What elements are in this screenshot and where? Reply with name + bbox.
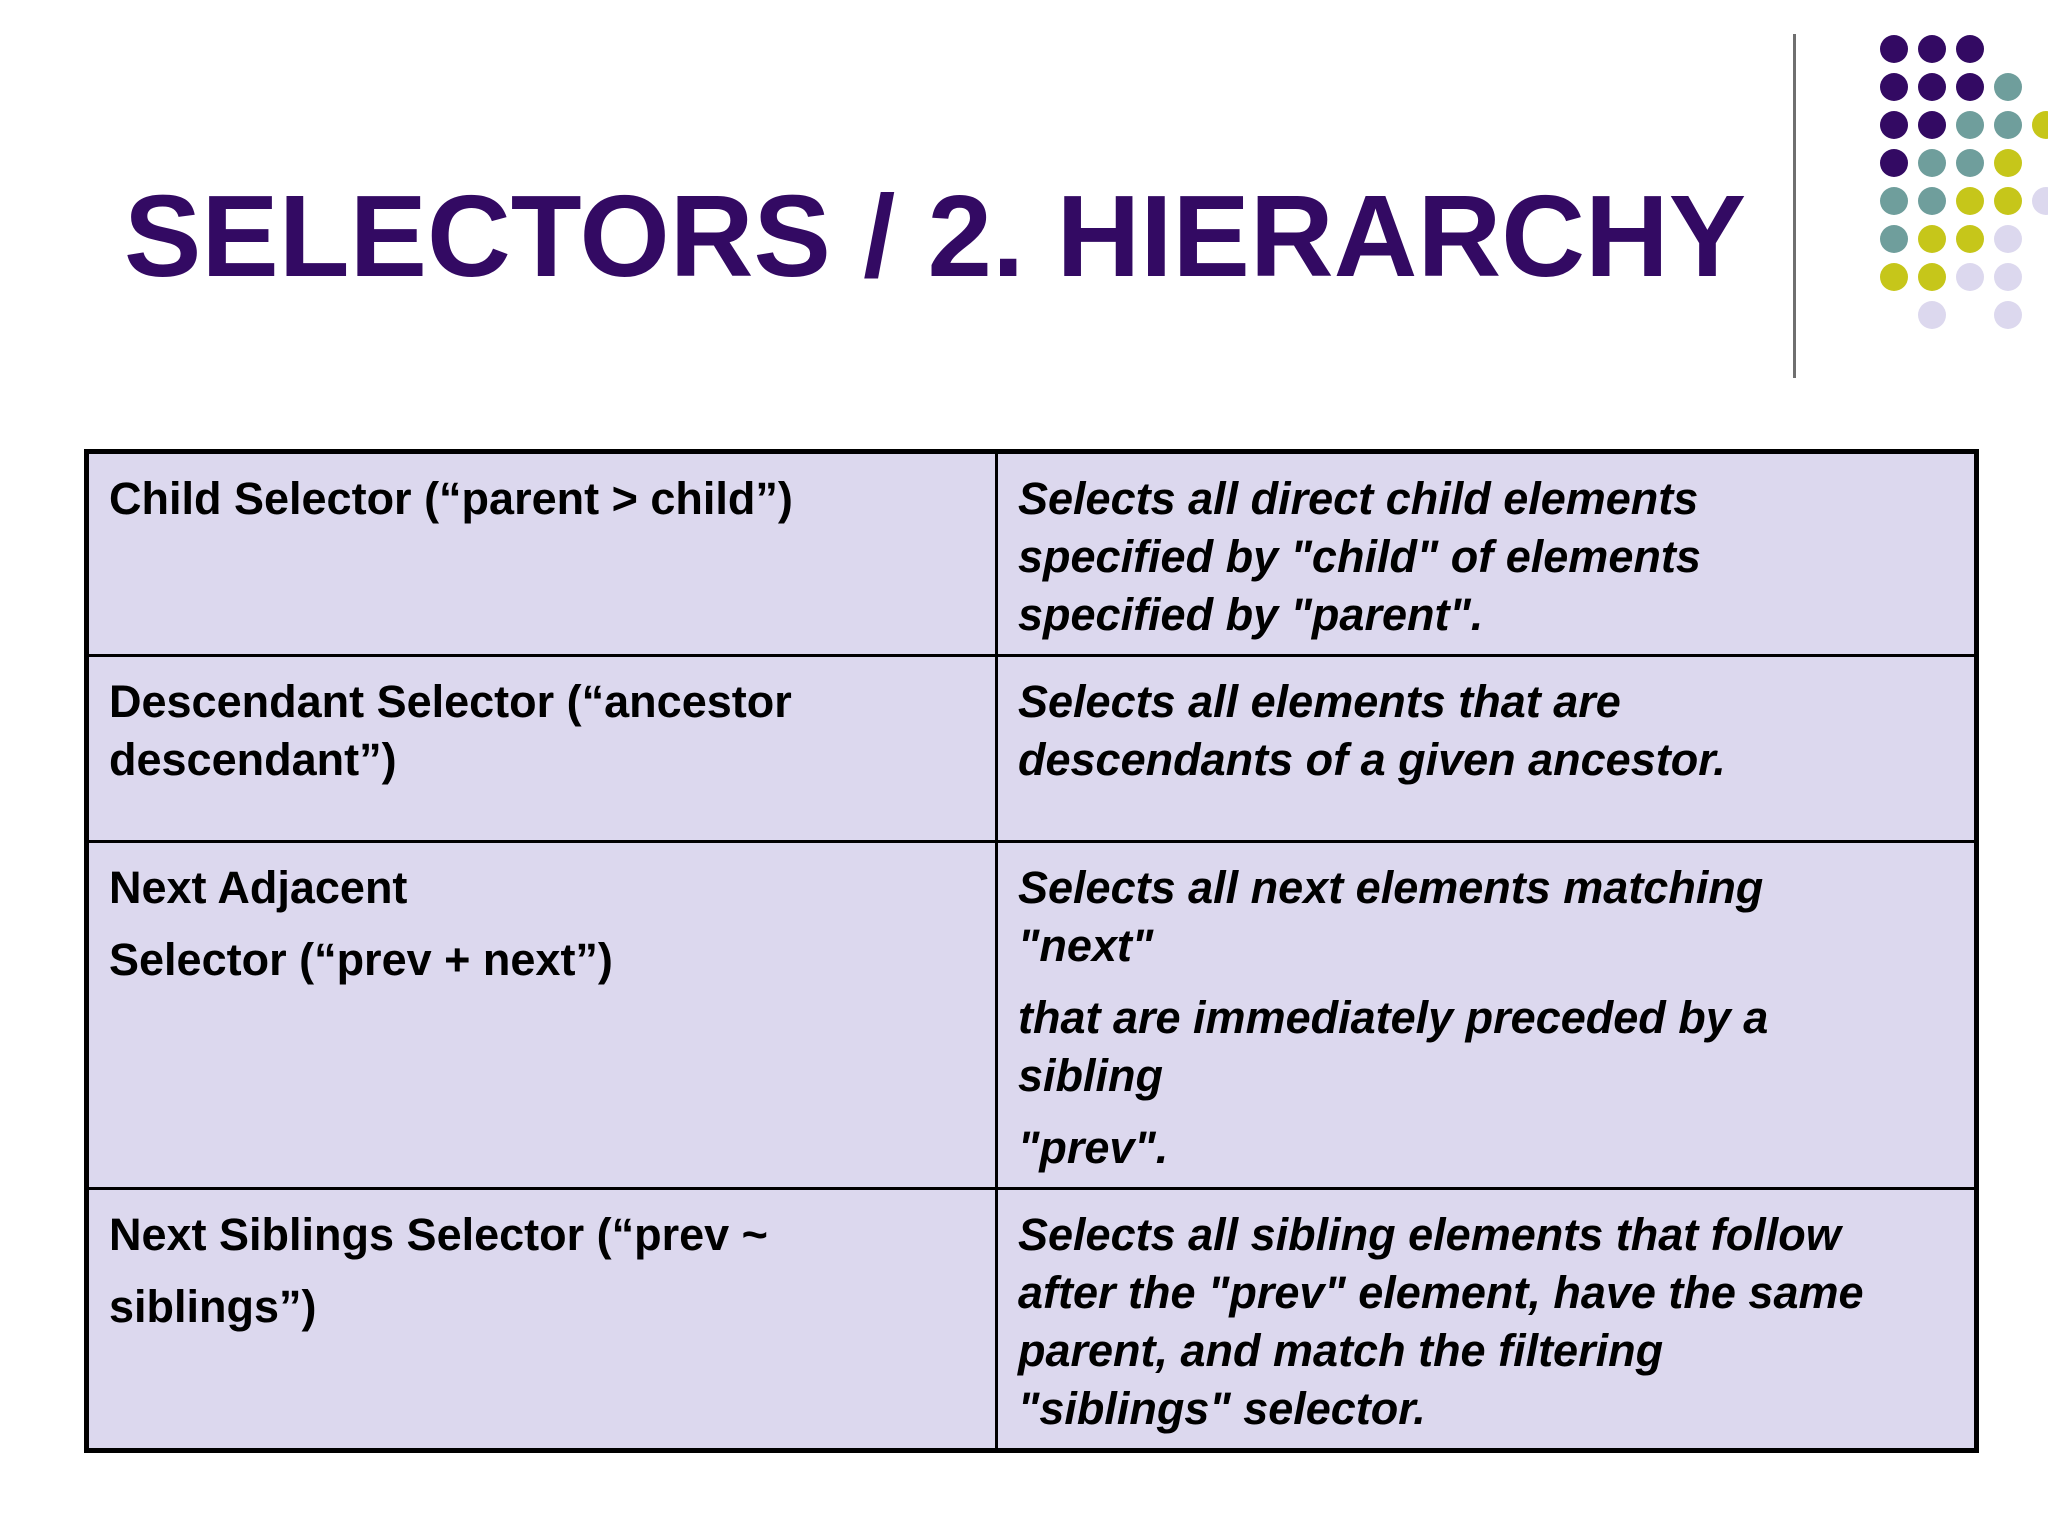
- selector-description-cell: [997, 656, 1977, 842]
- table-row-child-selector: [87, 452, 1977, 656]
- decorative-dot: [1880, 187, 1908, 215]
- description-line: "next": [1018, 920, 1154, 971]
- decorative-dot: [1956, 187, 1984, 215]
- description-line: specified by "parent".: [1018, 589, 1484, 640]
- decorative-dot: [1918, 301, 1946, 329]
- selector-name-cell: [87, 656, 997, 842]
- selector-name-line: siblings”): [109, 1281, 317, 1332]
- decorative-dot: [1918, 263, 1946, 291]
- decorative-dot: [1918, 149, 1946, 177]
- decorative-dot: [1994, 111, 2022, 139]
- decorative-dot: [1994, 263, 2022, 291]
- decorative-dot: [1918, 225, 1946, 253]
- decorative-dot: [1994, 187, 2022, 215]
- table-row-next-siblings-selector: [87, 1189, 1977, 1451]
- decorative-dot: [1956, 111, 1984, 139]
- description-line: Selects all next elements matching: [1018, 862, 1764, 913]
- selector-name-line: Next Adjacent: [109, 862, 408, 913]
- selector-description-cell: [997, 1189, 1977, 1451]
- decorative-dot: [1918, 73, 1946, 101]
- description-line: parent, and match the filtering: [1018, 1325, 1664, 1376]
- decorative-dot: [1994, 73, 2022, 101]
- description-line: that are immediately preceded by a: [1018, 992, 1769, 1043]
- decorative-dot: [1918, 35, 1946, 63]
- decorative-dot: [1880, 263, 1908, 291]
- decorative-dot: [1956, 35, 1984, 63]
- decorative-dot: [2032, 111, 2048, 139]
- description-line: specified by "child" of elements: [1018, 531, 1701, 582]
- decorative-dot: [1880, 149, 1908, 177]
- hierarchy-selectors-table: [84, 449, 1979, 1453]
- selector-name-line: descendant”): [109, 734, 397, 785]
- table-row-next-adjacent-selector: [87, 842, 1977, 1189]
- decorative-dot: [2032, 187, 2048, 215]
- selector-name-cell: [87, 452, 997, 656]
- table-row-descendant-selector: [87, 656, 1977, 842]
- decorative-dot: [1880, 73, 1908, 101]
- decorative-dot: [1880, 111, 1908, 139]
- selector-name-line: Child Selector (“parent > child”): [109, 473, 793, 524]
- decorative-dot: [1956, 149, 1984, 177]
- description-line: "siblings" selector.: [1018, 1383, 1426, 1434]
- decorative-dot: [1994, 149, 2022, 177]
- decorative-dot: [1956, 73, 1984, 101]
- description-line: "prev".: [1018, 1122, 1169, 1173]
- decorative-dot: [1880, 225, 1908, 253]
- description-line: Selects all sibling elements that follow: [1018, 1209, 1841, 1260]
- selector-name-cell: [87, 1189, 997, 1451]
- selector-name-line: Next Siblings Selector (“prev ~: [109, 1209, 768, 1260]
- description-line: sibling: [1018, 1050, 1163, 1101]
- description-line: Selects all direct child elements: [1018, 473, 1699, 524]
- decorative-dot: [1956, 225, 1984, 253]
- decorative-dot: [1880, 35, 1908, 63]
- selector-description-cell: [997, 452, 1977, 656]
- selector-name-line: Descendant Selector (“ancestor: [109, 676, 792, 727]
- description-line: descendants of a given ancestor.: [1018, 734, 1726, 785]
- decorative-dot: [1918, 111, 1946, 139]
- description-line: after the "prev" element, have the same: [1018, 1267, 1864, 1318]
- slide-title: SELECTORS / 2. HIERARCHY: [124, 171, 1747, 301]
- selector-name-cell: [87, 842, 997, 1189]
- decorative-dot: [1918, 187, 1946, 215]
- selector-name-line: Selector (“prev + next”): [109, 934, 613, 985]
- selector-description-cell: [997, 842, 1977, 1189]
- decorative-dot: [1956, 263, 1984, 291]
- decorative-dot: [1994, 225, 2022, 253]
- decorative-dot-grid: [0, 0, 2048, 400]
- decorative-dot: [1994, 301, 2022, 329]
- description-line: Selects all elements that are: [1018, 676, 1621, 727]
